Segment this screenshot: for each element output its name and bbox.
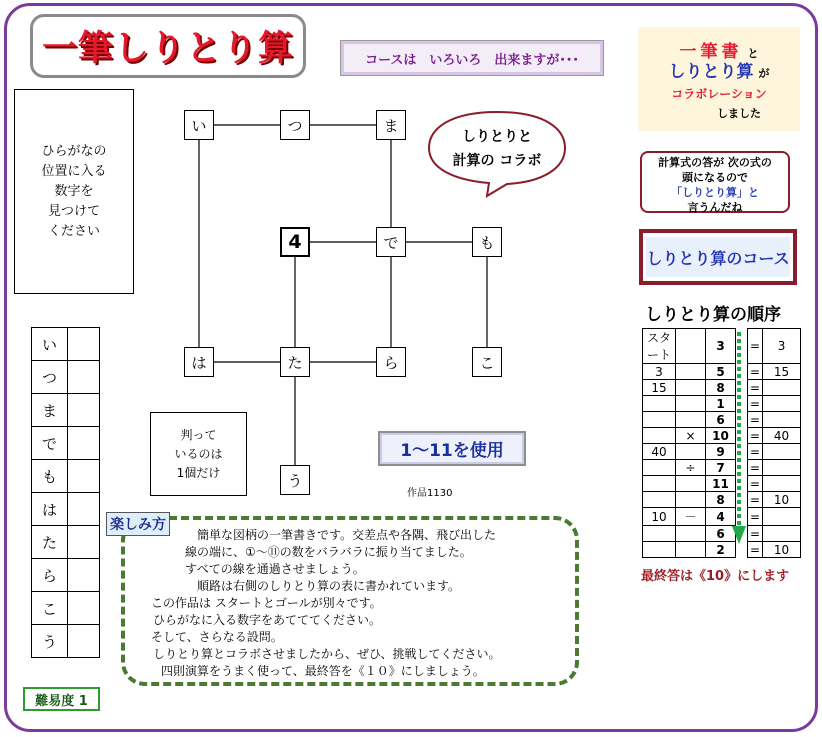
enjoy-line: 線の端に、①～⑪の数をバラバラに振り当てました。 (185, 545, 472, 559)
enjoy-line: 順路は右側のしりとり算の表に書かれています。 (197, 579, 461, 593)
collab-brush: 一筆書 (679, 42, 743, 62)
order-operator (676, 444, 706, 460)
answer-row (32, 559, 100, 592)
order-result[interactable] (763, 380, 801, 396)
order-start: 3 (643, 364, 676, 380)
answer-key: う (32, 625, 68, 658)
node-ra[interactable]: ら (376, 347, 406, 377)
order-start: 15 (643, 380, 676, 396)
node-ta[interactable]: た (280, 347, 310, 377)
explanation-line-4: 言うんだね (687, 201, 743, 214)
order-start (643, 542, 676, 558)
order-start (643, 526, 676, 542)
order-row (643, 526, 801, 542)
how-to-enjoy-label: 楽しみ方 (106, 512, 170, 536)
answer-row (32, 361, 100, 394)
answer-row (32, 493, 100, 526)
instruction-box: ひらがなの 位置に入る 数字を 見つけて ください (14, 89, 134, 294)
answer-cell[interactable] (68, 493, 100, 526)
order-operator (676, 492, 706, 508)
final-answer: 最終答は《10》にします (641, 569, 790, 584)
order-equals: = (748, 492, 763, 508)
subtitle-banner: コースは いろいろ 出来ますが･･･ (340, 40, 604, 76)
order-result[interactable]: 40 (763, 428, 801, 444)
answer-key: は (32, 493, 68, 526)
order-number: 5 (706, 364, 736, 380)
course-button-label: しりとり算のコース (646, 237, 790, 277)
explanation-line-3: 「しりとり算」と (671, 186, 759, 199)
order-operator (676, 380, 706, 396)
answer-row (32, 328, 100, 361)
collab-and: と (747, 47, 759, 60)
enjoy-line: 簡単な図柄の一筆書きです。交差点や各隅、飛び出した (197, 528, 497, 542)
order-start (643, 460, 676, 476)
order-result[interactable] (763, 396, 801, 412)
order-title: しりとり算の順序 (645, 305, 781, 325)
node-de[interactable]: で (376, 227, 406, 257)
order-operator (676, 526, 706, 542)
answer-cell[interactable] (68, 394, 100, 427)
order-result[interactable]: 15 (763, 364, 801, 380)
enjoy-line: ひらがなに入る数字をあてててください。 (153, 613, 382, 627)
answer-key: で (32, 427, 68, 460)
order-equals: = (748, 460, 763, 476)
answer-cell[interactable] (68, 427, 100, 460)
order-equals: = (748, 526, 763, 542)
order-operator (676, 364, 706, 380)
order-equals: = (748, 542, 763, 558)
order-row (643, 476, 801, 492)
order-operator: ÷ (676, 460, 706, 476)
order-start: 40 (643, 444, 676, 460)
order-start (643, 476, 676, 492)
order-start: 10 (643, 508, 676, 526)
order-row (643, 428, 801, 444)
order-result[interactable] (763, 412, 801, 428)
answer-cell[interactable] (68, 625, 100, 658)
order-operator (676, 412, 706, 428)
order-table (642, 328, 801, 558)
order-result[interactable] (763, 444, 801, 460)
order-number: 9 (706, 444, 736, 460)
enjoy-line: すべての線を通過させましょう。 (185, 562, 365, 576)
order-start (643, 412, 676, 428)
order-number: 3 (706, 329, 736, 364)
order-number: 10 (706, 428, 736, 444)
explanation-line-2: 頭になるので (682, 171, 748, 184)
flow-arrow-icon (731, 330, 747, 546)
order-start: スタート (643, 329, 676, 364)
order-result[interactable]: 10 (763, 492, 801, 508)
collab-ga: が (758, 67, 770, 80)
answer-key: も (32, 460, 68, 493)
answer-cell[interactable] (68, 592, 100, 625)
node-ha[interactable]: は (184, 347, 214, 377)
answer-table (31, 327, 100, 658)
order-operator (676, 476, 706, 492)
answer-key: ら (32, 559, 68, 592)
enjoy-line: しりとり算とコラボさせましたから、ぜひ、挑戦してください。 (153, 647, 501, 661)
order-number: 4 (706, 508, 736, 526)
hint-box: 判って いるのは 1個だけ (150, 412, 247, 496)
order-result[interactable]: 10 (763, 542, 801, 558)
difficulty-badge: 難易度 1 (23, 687, 100, 711)
order-number: 1 (706, 396, 736, 412)
node-ma[interactable]: ま (376, 110, 406, 140)
order-operator: － (676, 508, 706, 526)
order-result[interactable] (763, 508, 801, 526)
answer-row (32, 427, 100, 460)
order-equals: = (748, 364, 763, 380)
answer-key: つ (32, 361, 68, 394)
order-row (643, 329, 801, 364)
node-mo[interactable]: も (472, 227, 502, 257)
answer-key: ま (32, 394, 68, 427)
order-start (643, 396, 676, 412)
order-start (643, 428, 676, 444)
order-result[interactable] (763, 476, 801, 492)
speech-bubble (427, 108, 567, 198)
enjoy-text (125, 520, 575, 682)
order-row (643, 508, 801, 526)
answer-cell[interactable] (68, 361, 100, 394)
node-tsu[interactable]: つ (280, 110, 310, 140)
work-number: 作品1130 (407, 488, 453, 499)
explanation-box (640, 151, 790, 213)
order-row (643, 444, 801, 460)
order-number: 6 (706, 412, 736, 428)
node-u[interactable]: う (280, 465, 310, 495)
order-result[interactable] (763, 526, 801, 542)
order-number: 11 (706, 476, 736, 492)
order-number: 6 (706, 526, 736, 542)
order-equals: = (748, 329, 763, 364)
node-i[interactable]: い (184, 110, 214, 140)
order-row (643, 380, 801, 396)
order-row (643, 396, 801, 412)
order-number: 7 (706, 460, 736, 476)
order-number: 2 (706, 542, 736, 558)
enjoy-line: この作品は スタートとゴールが別々です。 (151, 596, 382, 610)
answer-cell[interactable] (68, 559, 100, 592)
answer-cell[interactable] (68, 526, 100, 559)
order-row (643, 364, 801, 380)
order-operator: × (676, 428, 706, 444)
order-equals: = (748, 508, 763, 526)
answer-key: い (32, 328, 68, 361)
node-four: 4 (280, 227, 310, 257)
answer-row (32, 394, 100, 427)
answer-cell[interactable] (68, 328, 100, 361)
order-equals: = (748, 428, 763, 444)
order-row (643, 460, 801, 476)
order-row (643, 542, 801, 558)
order-equals: = (748, 396, 763, 412)
order-result[interactable] (763, 460, 801, 476)
page-title: 一筆しりとり算 (30, 14, 306, 78)
node-ko[interactable]: こ (472, 347, 502, 377)
order-operator (676, 329, 706, 364)
answer-key: た (32, 526, 68, 559)
explanation-line-1: 計算式の答が 次の式の (658, 156, 772, 169)
order-operator (676, 542, 706, 558)
order-number: 8 (706, 492, 736, 508)
order-operator (676, 396, 706, 412)
order-start (643, 492, 676, 508)
order-equals: = (748, 380, 763, 396)
order-equals: = (748, 412, 763, 428)
collab-shiritori: しりとり算 (668, 62, 754, 82)
order-equals: = (748, 476, 763, 492)
order-row (643, 492, 801, 508)
answer-row (32, 526, 100, 559)
how-to-enjoy-box (121, 516, 579, 686)
order-equals: = (748, 444, 763, 460)
answer-row (32, 592, 100, 625)
collab-done: しました (717, 107, 761, 120)
order-number: 8 (706, 380, 736, 396)
order-result[interactable]: 3 (763, 329, 801, 364)
number-range-label: 1～11を使用 (378, 431, 526, 466)
collab-collaboration: コラボレーション (671, 87, 767, 101)
course-button[interactable] (639, 229, 797, 285)
answer-key: こ (32, 592, 68, 625)
order-row (643, 412, 801, 428)
bubble-line-2: 計算の コラボ (452, 153, 542, 169)
enjoy-line: そして、さらなる設問。 (151, 630, 283, 644)
answer-row (32, 625, 100, 658)
answer-row (32, 460, 100, 493)
enjoy-line: 四則演算をうまく使って、最終答を《１０》にしましょう。 (161, 664, 485, 678)
bubble-line-1: しりとりと (462, 129, 532, 145)
answer-cell[interactable] (68, 460, 100, 493)
